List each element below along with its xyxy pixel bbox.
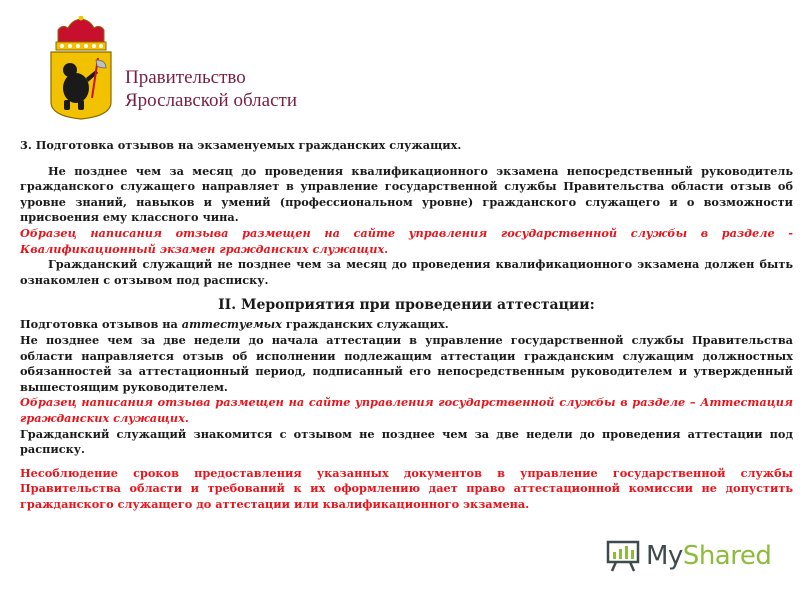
text-pre: Подготовка отзывов на [20,317,182,332]
watermark-text-my: My [646,541,683,571]
watermark-text [646,541,771,571]
paragraph-attestation-reviews [20,317,793,333]
section-3-heading: 3. Подготовка отзывов на экзаменуемых гражданских служащих. [20,138,462,152]
org-name-line2: Ярославской области [125,90,297,111]
paragraph-acknowledgement-exam: Гражданский служащий не позднее чем за месяц до проведения квалификационного экзамена должен быть ознакомлен с отзывом под расписку. [20,257,793,287]
paragraph-review-deadline: Не позднее чем за месяц до проведения квалификационного экзамена непосредственный руководитель гражданского служащего направляет в управление государственной службы Правительства области отзыв об уровне знаний, навыков и умений (профессиональном уровне) гражданского служащего и о возможности присвоения ему классного чина. [20,163,793,225]
organization-name [125,66,297,112]
org-name-line1: Правительство [125,67,246,88]
watermark-text-shared: Shared [682,541,772,571]
paragraph-sample-note-attestation: Образец написания отзыва размещен на сайте управления государственной службы в разделе – Аттестация гражданских служащих. [20,395,793,425]
paragraph-attestation-deadline: Не позднее чем за две недели до начала аттестации в управление государственной службы Правительства области направляется отзыв об исполнении подлежащим аттестации гражданским служащим должностных обязанностей за аттестационный период, подписанный его непосредственным руководителем и утвержденный вышестоящим руководителем. [20,332,793,394]
paragraph-noncompliance-warning: Несоблюдение сроков предоставления указанных документов в управление государственной службы Правительства области и требований к их оформлению дает право аттестационной комиссии не допустить гражданского служащего до аттестации или квалификационного экзамена. [20,465,793,511]
text-emphasis: аттестуемых [181,317,282,332]
myshared-watermark [606,538,771,574]
crown-icon [56,16,106,50]
section-2-heading: II. Мероприятия при проведении аттестации: [218,297,595,314]
text-post: гражданских служащих. [281,317,449,332]
coat-of-arms-emblem [48,16,114,120]
document-body [20,138,793,512]
paragraph-sample-note-exam: Образец написания отзыва размещен на сайте управления государственной службы в разделе - Квалификационный экзамен гражданских служащих. [20,225,793,256]
presentation-board-icon [606,539,640,573]
paragraph-acknowledgement-attestation: Гражданский служащий знакомится с отзывом не позднее чем за две недели до проведения аттестации под расписку. [20,426,793,457]
